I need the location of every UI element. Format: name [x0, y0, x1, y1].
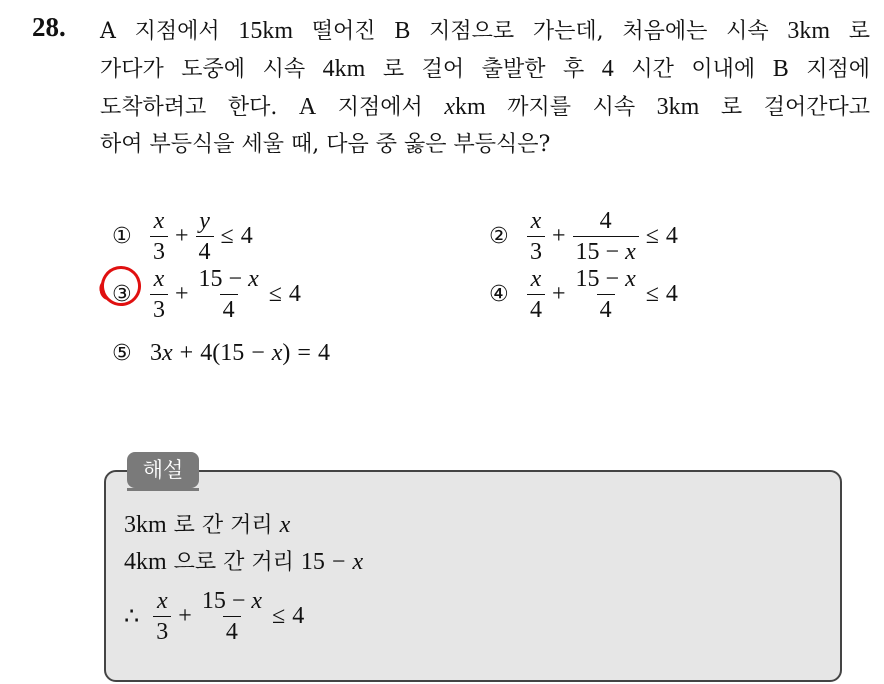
choice-expression [150, 209, 253, 264]
numerator: x [153, 207, 165, 234]
choice-3[interactable] [112, 263, 301, 325]
minus-sign: − [331, 549, 346, 575]
math-number: 15 [575, 265, 600, 292]
text-fragment: 지점에 [788, 57, 871, 82]
fraction [527, 267, 545, 322]
choice-1[interactable] [112, 205, 253, 267]
choice-marker: ② [489, 223, 509, 249]
right-hand-side: 4 [665, 280, 678, 307]
math-fragment: B [772, 56, 789, 82]
fraction [150, 267, 168, 322]
right-hand-side: 4 [240, 222, 253, 249]
question-line-1 [100, 12, 870, 50]
question-number: 28. [32, 12, 66, 42]
math-fragment: 3km [787, 18, 830, 44]
math-number: 15 [201, 587, 226, 614]
right-hand-side: 4 [317, 339, 330, 366]
minus-sign: − [605, 265, 620, 292]
fraction [196, 209, 214, 264]
math-number: 3 [150, 339, 162, 366]
numerator [196, 267, 262, 294]
minus-sign: − [605, 238, 620, 265]
fraction [150, 209, 168, 264]
fraction [199, 589, 265, 644]
text-fragment: 시간 이내에 [613, 57, 773, 82]
text-fragment: 도착하려고 한다. [100, 95, 299, 120]
equals-sign: = [297, 339, 311, 366]
plus-sign: + [178, 602, 192, 629]
numerator: x [156, 587, 168, 614]
math-variable: x [625, 265, 636, 292]
math-number: 15 [300, 549, 325, 575]
denominator: 4 [527, 294, 545, 322]
numerator: x [153, 265, 165, 292]
text-fragment: 지점으로 가는데, 처음에는 시속 [410, 19, 788, 44]
math-fragment: 3km [124, 512, 167, 538]
relation-sign: ≤ [220, 222, 234, 249]
plus-sign: + [175, 280, 189, 307]
numerator [199, 589, 265, 616]
solution-line-3 [124, 585, 304, 647]
denominator: 3 [527, 236, 545, 264]
solution-label: 해설 [127, 452, 199, 488]
solution-expression [124, 589, 304, 644]
choice-marker: ④ [489, 281, 509, 307]
fraction [573, 267, 639, 322]
minus-sign: − [228, 265, 243, 292]
denominator: 3 [150, 236, 168, 264]
choice-expression [150, 340, 330, 367]
numerator: y [199, 207, 210, 234]
math-variable: x [625, 238, 636, 265]
math-number: 4(15 [200, 339, 245, 366]
math-fragment: 3km [656, 94, 700, 120]
minus-sign: − [231, 587, 246, 614]
text-fragment: 로 간 거리 [166, 513, 280, 538]
denominator: 4 [196, 236, 214, 264]
fraction [527, 209, 545, 264]
math-fragment: A [298, 94, 317, 120]
text-fragment: A 지점에서 [100, 19, 239, 44]
fraction [153, 589, 171, 644]
right-hand-side: 4 [665, 222, 678, 249]
text-fragment: 로 [830, 19, 870, 44]
math-paren: ) [282, 339, 291, 366]
choice-marker: ⑤ [112, 340, 132, 366]
plus-sign: + [179, 339, 194, 366]
question-line-4 [100, 126, 870, 164]
choice-expression [150, 267, 301, 322]
math-variable: x [444, 94, 456, 120]
denominator: 4 [223, 616, 241, 644]
denominator: 4 [220, 294, 238, 322]
math-variable: x [279, 512, 291, 538]
numerator: 4 [599, 207, 612, 234]
fraction [573, 209, 639, 264]
relation-sign: ≤ [268, 280, 282, 307]
text-fragment: 로 걸어 출발한 후 [365, 57, 602, 82]
choice-marker: ③ [112, 281, 132, 307]
choice-4[interactable] [489, 263, 678, 325]
math-variable: x [271, 339, 283, 366]
question-line-3 [100, 88, 870, 126]
math-variable: x [251, 587, 263, 614]
plus-sign: + [175, 222, 189, 249]
choice-2[interactable] [489, 205, 678, 267]
denominator: 4 [597, 294, 615, 322]
relation-sign: ≤ [645, 280, 659, 307]
math-fragment: 15km [238, 18, 294, 44]
math-fragment: 4 [601, 56, 614, 82]
math-fragment: 4km [322, 56, 366, 82]
question-line-2 [100, 50, 870, 88]
math-number: 15 [198, 265, 223, 292]
numerator: x [530, 207, 542, 234]
choice-marker: ① [112, 223, 132, 249]
text-fragment: 지점에서 [316, 95, 445, 120]
right-hand-side: 4 [288, 280, 301, 307]
numerator: x [530, 265, 542, 292]
relation-sign: ≤ [645, 222, 659, 249]
minus-sign: − [251, 339, 265, 366]
math-variable: x [248, 265, 259, 292]
denominator: 3 [153, 616, 171, 644]
solution-box [104, 470, 842, 682]
text-fragment: 하여 부등식을 세울 때, 다음 중 옳은 부등식은? [100, 132, 551, 157]
math-variable: x [352, 549, 364, 575]
plus-sign: + [552, 222, 566, 249]
text-fragment: 가다가 도중에 시속 [100, 57, 323, 82]
relation-sign: ≤ [272, 602, 286, 629]
math-fragment: B [394, 18, 411, 44]
denominator: 3 [150, 294, 168, 322]
math-fragment: km [455, 94, 486, 120]
text-fragment: 로 걸어간다고 [699, 95, 870, 120]
choice-5[interactable] [112, 322, 330, 384]
therefore-symbol: ∴ [124, 603, 140, 630]
math-variable: x [162, 339, 173, 366]
math-fragment: 4km [124, 549, 167, 575]
math-number: 15 [575, 238, 600, 265]
right-hand-side: 4 [292, 602, 305, 629]
text-fragment: 으로 간 거리 [166, 550, 301, 575]
solution-line-1 [124, 508, 290, 539]
solution-line-2 [124, 545, 363, 576]
choice-expression [527, 209, 678, 264]
plus-sign: + [552, 280, 566, 307]
text-fragment: 떨어진 [293, 19, 395, 44]
denominator [573, 236, 639, 264]
text-fragment: 까지를 시속 [485, 95, 657, 120]
question-text [100, 12, 870, 164]
numerator [573, 267, 639, 294]
choice-expression [527, 267, 678, 322]
fraction [196, 267, 262, 322]
